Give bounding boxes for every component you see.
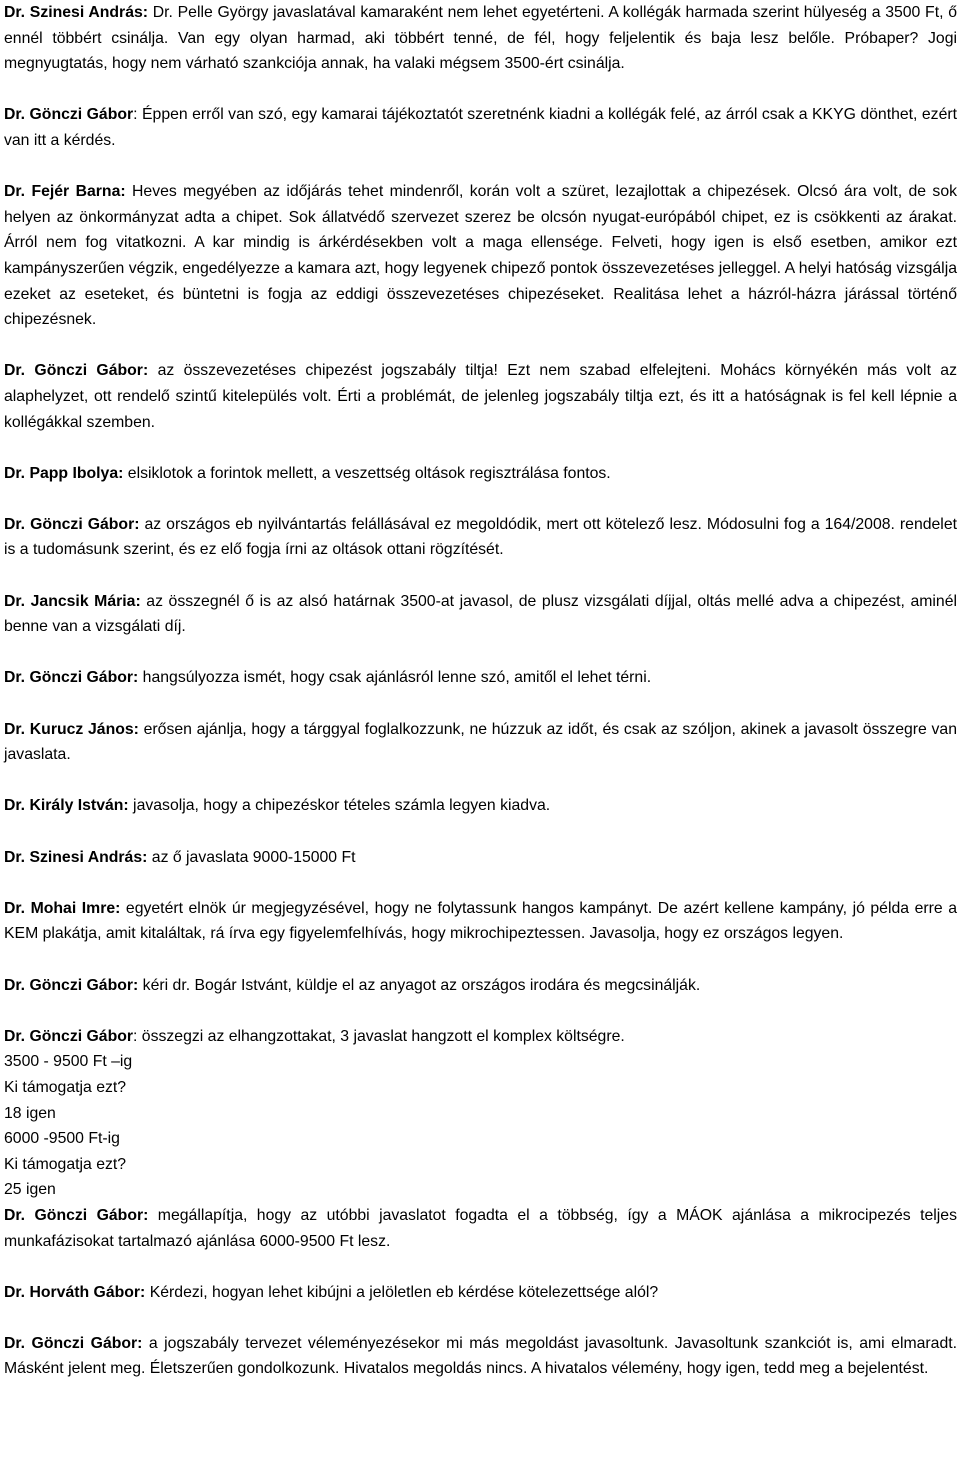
paragraph-gonczi-1	[4, 102, 957, 153]
vote-option-2: 6000 -9500 Ft-ig	[4, 1130, 120, 1148]
speaker-name: Dr. Király István:	[4, 797, 129, 815]
speaker-name: Dr. Gönczi Gábor:	[4, 669, 139, 687]
speaker-name: Dr. Gönczi Gábor:	[4, 976, 139, 994]
paragraph-gonczi-6	[4, 1331, 957, 1382]
paragraph-text: javasolja, hogy a chipezéskor tételes számla legyen kiadva.	[128, 797, 551, 815]
paragraph-gonczi-5	[4, 973, 957, 999]
paragraph-text: az ő javaslata 9000-15000 Ft	[147, 848, 356, 866]
paragraph-text: elsiklotok a forintok mellett, a veszettség oltások regisztrálása fontos.	[123, 464, 611, 482]
vote-result-1: 18 igen	[4, 1104, 56, 1122]
speaker-name: Dr. Mohai Imre:	[4, 899, 121, 917]
paragraph-mohai	[4, 896, 957, 947]
paragraph-kurucz	[4, 717, 957, 768]
paragraph-text: : Éppen erről van szó, egy kamarai tájékoztatót szeretnénk kiadni a kollégák felé, az árról csak a KKYG dönthet, ezért van itt a kérdés.	[4, 106, 958, 149]
paragraph-text: az összevezetéses chipezést jogszabály tiltja! Ezt nem szabad elfelejteni. Mohács környékén más volt az alaphelyzet, ott rendelő szintű kitelepülés volt. Érti a problémát, de jelenleg jogszabály tiltja ezt, és itt a hatóságnak is fel kell lépnie a kollégákkal szemben.	[4, 362, 957, 431]
paragraph-horvath	[4, 1280, 957, 1306]
paragraph-text: az összegnél ő is az alsó határnak 3500-at javasol, de plusz vizsgálati díjjal, oltás mellé adva a chipezést, aminél benne van a vizsgálati díj.	[4, 592, 957, 636]
document-page	[4, 0, 957, 1382]
paragraph-text: : összegzi az elhangzottakat, 3 javaslat hangzott el komplex költségre.	[133, 1027, 625, 1045]
paragraph-szinesi-1	[4, 0, 957, 77]
speaker-name: Dr. Szinesi András:	[4, 4, 149, 21]
paragraph-text: az országos eb nyilvántartás felállásával ez megoldódik, mert ott kötelező lesz. Módosulni fog a 164/2008. rendelet is a tudomásunk szerint, és ez elő fogja írni az oltások ottani rögzítését.	[4, 515, 957, 559]
speaker-name: Dr. Kurucz János:	[4, 720, 139, 738]
vote-question-2: Ki támogatja ezt?	[4, 1155, 127, 1173]
paragraph-gonczi-2	[4, 358, 957, 435]
paragraph-szinesi-2	[4, 845, 957, 871]
paragraph-text: kéri dr. Bogár Istvánt, küldje el az anyagot az országos irodára és megcsinálják.	[138, 976, 701, 994]
speaker-name: Dr. Fejér Barna:	[4, 183, 126, 201]
speaker-name: Dr. Gönczi Gábor:	[4, 1334, 143, 1352]
paragraph-gonczi-3	[4, 512, 957, 563]
vote-question-1: Ki támogatja ezt?	[4, 1078, 127, 1096]
speaker-name: Dr. Gönczi Gábor:	[4, 1206, 149, 1224]
paragraph-fejer	[4, 179, 957, 333]
paragraph-kiraly	[4, 793, 957, 819]
paragraph-jancsik	[4, 589, 957, 640]
paragraph-text: egyetért elnök úr megjegyzésével, hogy ne folytassunk hangos kampányt. De azért kellene kampány, jó példa erre a KEM plakátja, amit kitaláltak, rá írva egy figyelemfelhívás, hogy mikrochipeztessen. Javasolja, hogy ez országos legyen.	[4, 899, 957, 943]
vote-result-2: 25 igen	[4, 1181, 56, 1199]
vote-option-1: 3500 - 9500 Ft –ig	[4, 1053, 133, 1071]
speaker-name: Dr. Gönczi Gábor:	[4, 515, 140, 533]
paragraph-text: hangsúlyozza ismét, hogy csak ajánlásról lenne szó, amitől el lehet térni.	[138, 669, 652, 687]
paragraph-text: Heves megyében az időjárás tehet mindenről, korán volt a szüret, lezajlottak a chipezések. Olcsó ára volt, de sok helyen az önkormányzat adta a chipet. Sok állatvédő szervezet szerez be olcsón nyugat-európából chipet, ez is csökkenti az árakat. Árról nem fog vitatkozni. A kar mindig is árkérdésekben volt a maga ellensége. Felveti, hogy igen is első esetben, amikor ezt kampányszerűen végzik, engedélyezze a kamara azt, hogy legyenek chipező pontok összevezetéses jelleggel. A helyi hatóság vizsgálja ezeket az eseteket, és büntetni is fogja az eddigi összevezetéses chipezéseket. Realitása lehet a házról-házra járással történő chipezésnek.	[4, 183, 957, 329]
paragraph-text: erősen ajánlja, hogy a tárggyal foglalkozzunk, ne húzzuk az időt, és csak az szóljon, akinek a javasolt összegre van javaslata.	[4, 720, 957, 764]
paragraph-text: megállapítja, hogy az utóbbi javaslatot fogadta el a többség, így a MÁOK ajánlása a mikrocipezés teljes munkafázisokat tartalmazó ajánlása 6000-9500 Ft lesz.	[4, 1206, 957, 1250]
summary-intro	[4, 1024, 957, 1050]
paragraph-text: Dr. Pelle György javaslatával kamaraként nem lehet egyetérteni. A kollégák harmada szerint hülyeség a 3500 Ft, ő ennél többért csinálja. Van egy olyan harmad, aki többért tenné, de fél, hogy feljelentik és baja lesz belőle. Próbaper? Jogi megnyugtatás, hogy nem várható szankciója annak, ha valaki mégsem 3500-ért csinálja.	[4, 4, 957, 73]
speaker-name: Dr. Jancsik Mária:	[4, 592, 141, 610]
paragraph-text: Kérdezi, hogyan lehet kibújni a jelöletlen eb kérdése kötelezettsége alól?	[145, 1283, 659, 1301]
speaker-name: Dr. Szinesi András:	[4, 848, 148, 866]
paragraph-gonczi-4	[4, 665, 957, 691]
speaker-name: Dr. Gönczi Gábor	[4, 1027, 134, 1045]
speaker-name: Dr. Gönczi Gábor	[4, 106, 134, 124]
paragraph-gonczi-conclusion	[4, 1203, 957, 1254]
speaker-name: Dr. Horváth Gábor:	[4, 1283, 146, 1301]
paragraph-text: a jogszabály tervezet véleményezésekor mi más megoldást javasoltunk. Javasoltunk szankciót is, ami elmaradt. Másként jelent meg. Életszerűen gondolkozunk. Hivatalos megoldás nincs. A hivatalos vélemény, hogy igen, tedd meg a bejelentést.	[4, 1334, 958, 1378]
vote-summary	[4, 1024, 957, 1203]
paragraph-papp	[4, 461, 957, 487]
speaker-name: Dr. Gönczi Gábor:	[4, 362, 149, 380]
speaker-name: Dr. Papp Ibolya:	[4, 464, 124, 482]
